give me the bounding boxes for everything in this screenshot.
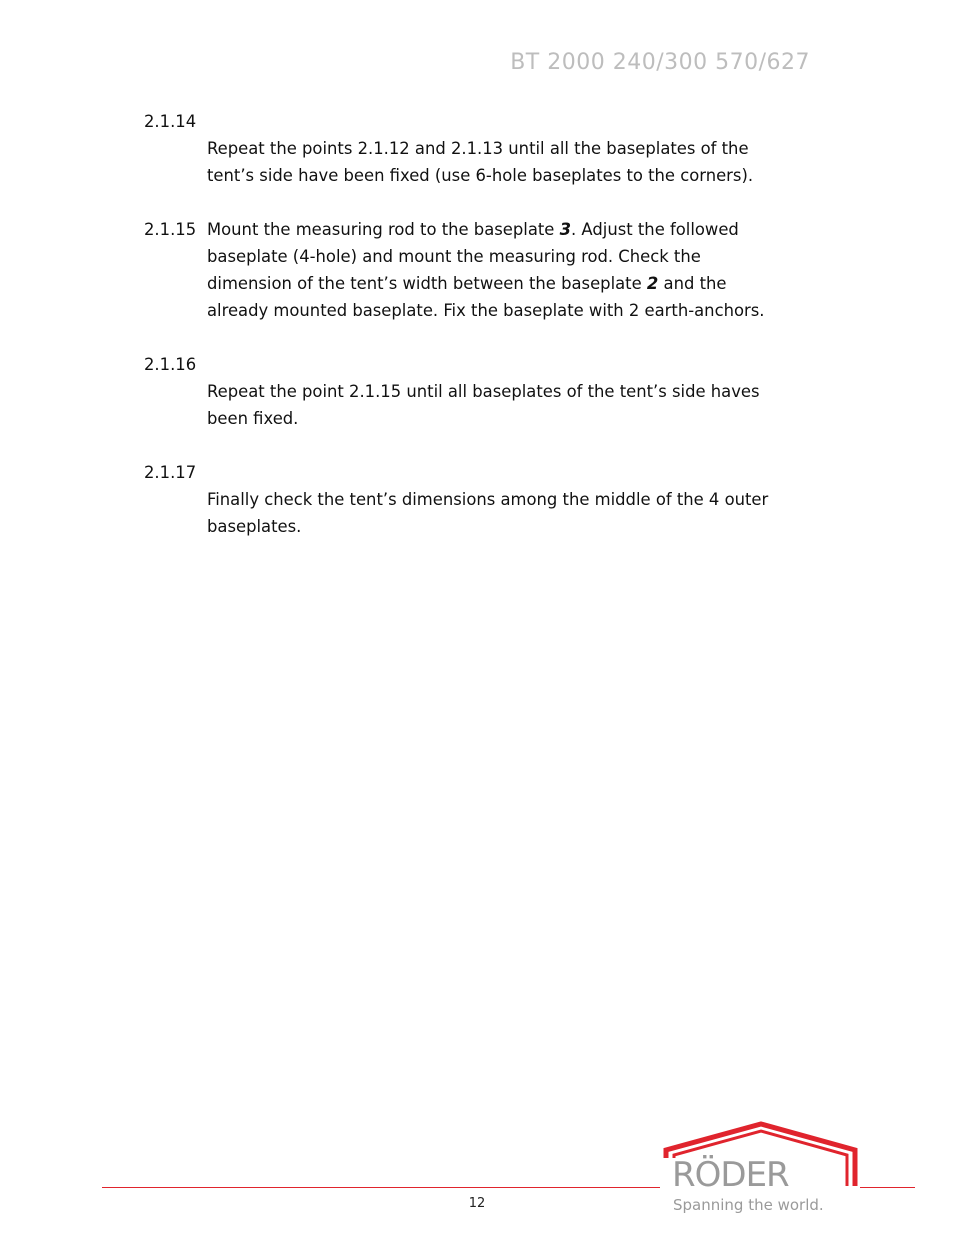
list-item [144,459,824,540]
item-text [207,108,824,189]
logo-wordmark: RÖDER [672,1155,789,1195]
item-number: 2.1.15 [144,220,197,239]
page-number: 12 [468,1196,486,1211]
item-text [207,459,824,540]
list-item [144,216,824,324]
baseplate-reference: 2 [646,274,659,293]
document-title: BT 2000 240/300 570/627 [510,50,810,75]
baseplate-reference: 3 [559,220,572,239]
item-text-part: Mount the measuring rod to the baseplate [207,220,560,239]
item-text [207,216,824,324]
instruction-list [144,108,824,567]
item-number: 2.1.16 [144,355,197,374]
item-text [207,351,824,432]
item-text-part: . Adjust the followed baseplate (4-hole) and mount the measuring rod. Check the dimension of the tent’s width between the baseplate [207,220,739,293]
item-text-part: Repeat the points 2.1.12 and 2.1.13 until all the baseplates of the tent’s side have been fixed (use 6-hole baseplates to the corners). [207,139,754,185]
logo-slogan: Spanning the world. [673,1196,824,1214]
list-item [144,108,824,189]
item-number: 2.1.14 [144,112,197,131]
item-text-part: and the already mounted baseplate. Fix the baseplate with 2 earth-anchors. [207,274,765,320]
item-text-part: Finally check the tent’s dimensions among the middle of the 4 outer baseplates. [207,490,769,536]
list-item [144,351,824,432]
item-number: 2.1.17 [144,463,197,482]
company-logo [660,1118,860,1218]
item-text-part: Repeat the point 2.1.15 until all baseplates of the tent’s side haves been fixed. [207,382,760,428]
